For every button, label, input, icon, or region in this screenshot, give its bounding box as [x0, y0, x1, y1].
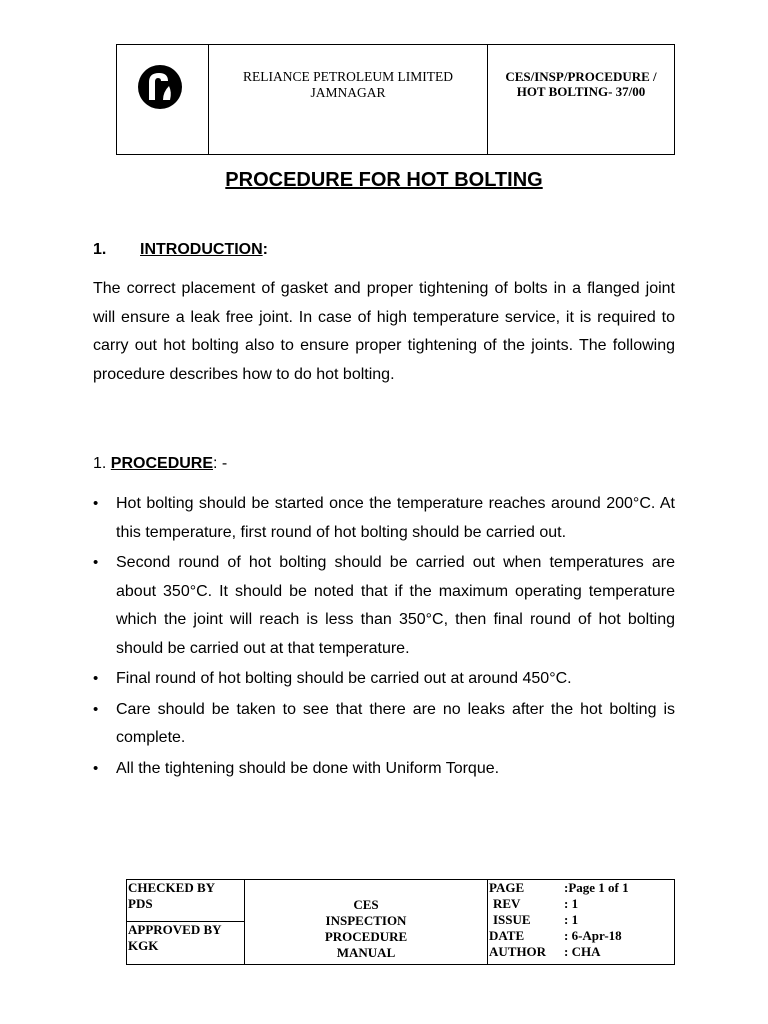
issue-label: ISSUE: [493, 912, 531, 927]
introduction-colon: :: [262, 241, 268, 258]
procedure-list: [93, 490, 675, 785]
issue-row: [489, 912, 674, 928]
procedure-heading: [93, 455, 227, 473]
approved-by-value: KGK: [128, 938, 159, 953]
introduction-heading: [93, 241, 268, 259]
procedure-heading-text: PROCEDURE: [110, 455, 214, 472]
author-value: : CHA: [564, 944, 601, 959]
list-item: • All the tightening should be done with Uniform Torque.: [93, 755, 675, 784]
date-label: DATE: [489, 928, 525, 943]
doc-code-line2: HOT BOLTING- 37/00: [516, 84, 646, 99]
document-title: [0, 169, 768, 192]
date-value: : 6-Apr-18: [564, 928, 622, 943]
date-row: [489, 928, 674, 944]
footer-manual-title: [245, 880, 488, 964]
rev-label: REV: [493, 896, 521, 911]
document-header: [116, 44, 675, 155]
manual-line2: INSPECTION: [325, 913, 407, 928]
company-cell: [209, 45, 488, 154]
company-name: RELIANCE PETROLEUM LIMITED: [243, 69, 453, 84]
doc-code-cell: [488, 45, 674, 154]
procedure-suffix: : -: [213, 455, 228, 472]
company-location: JAMNAGAR: [310, 85, 386, 100]
reliance-logo-icon: [130, 56, 194, 120]
footer-doc-info: [488, 880, 674, 964]
doc-code-line1: CES/INSP/PROCEDURE /: [505, 69, 657, 84]
list-item: • Care should be taken to see that there are no leaks after the hot bolting is complete.: [93, 696, 675, 753]
checked-by-cell: [127, 880, 244, 922]
approved-by-cell: [127, 922, 244, 964]
introduction-paragraph: The correct placement of gasket and proper tightening of bolts in a flanged joint will ensure a leak free joint. In case of high temperature service, it is required to carry out hot bolting also to ensure proper tightening of the joints. The following procedure describes how to do hot bolting.: [93, 280, 675, 383]
page-value: :Page 1 of 1: [564, 880, 629, 895]
manual-line3: PROCEDURE: [324, 929, 408, 944]
author-row: [489, 944, 674, 960]
procedure-number: 1.: [93, 455, 107, 472]
page-label: PAGE: [489, 880, 525, 895]
author-label: AUTHOR: [489, 944, 547, 959]
footer-signoff: [127, 880, 245, 964]
checked-by-label: CHECKED BY: [128, 880, 216, 895]
rev-value: : 1: [564, 896, 579, 911]
approved-by-label: APPROVED BY: [128, 922, 222, 937]
logo-cell: [117, 45, 209, 154]
list-item: • Second round of hot bolting should be carried out when temperatures are about 350°C. It should be noted that if the maximum operating temperature which the joint will reach is less than 350°C, then final round of hot bolting should be carried out at that temperature.: [93, 549, 675, 663]
list-item: • Final round of hot bolting should be carried out at around 450°C.: [93, 665, 675, 694]
list-item: • Hot bolting should be started once the temperature reaches around 200°C. At this temperature, first round of hot bolting should be carried out.: [93, 490, 675, 547]
manual-line4: MANUAL: [336, 945, 396, 960]
page-row: [489, 880, 674, 896]
rev-row: [489, 896, 674, 912]
document-footer: [126, 879, 675, 965]
checked-by-value: PDS: [128, 896, 153, 911]
introduction-heading-text: INTRODUCTION: [140, 241, 263, 258]
manual-line1: CES: [353, 897, 379, 912]
document-title-text: PROCEDURE FOR HOT BOLTING: [225, 169, 543, 191]
issue-value: : 1: [564, 912, 579, 927]
introduction-number: 1.: [93, 241, 107, 258]
